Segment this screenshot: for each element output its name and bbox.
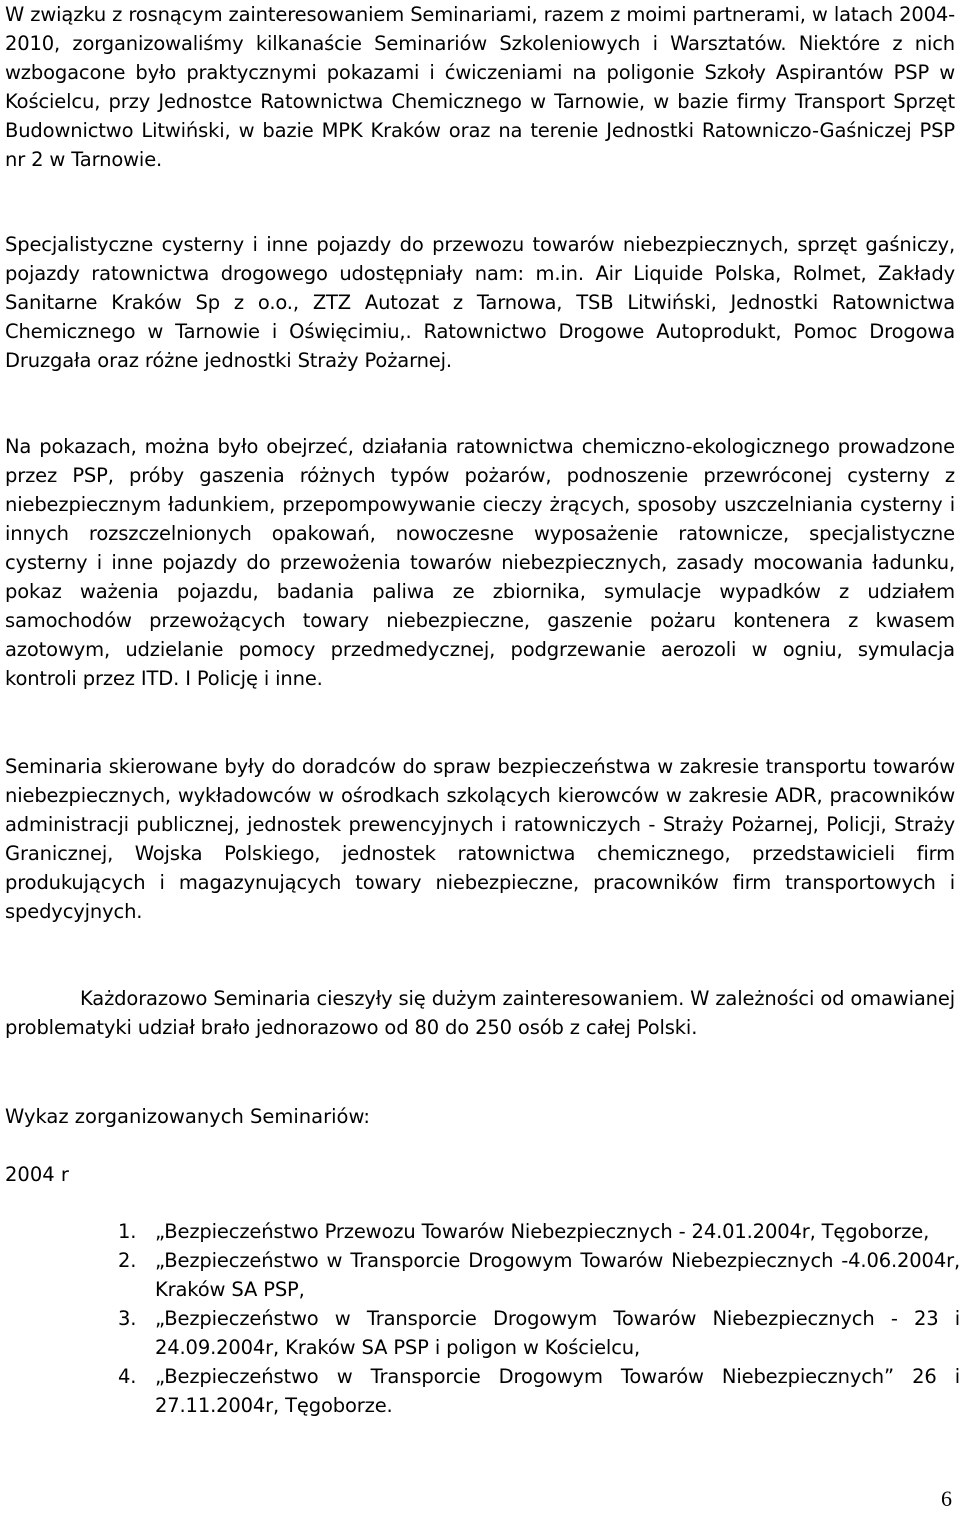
list-item-text: „Bezpieczeństwo w Transporcie Drogowym Towarów Niebezpiecznych - 23 i 24.09.2004r, Kraków SA PSP i poligon w Kościelcu, <box>155 1307 960 1359</box>
list-item-text: „Bezpieczeństwo w Transporcie Drogowym Towarów Niebezpiecznych -4.06.2004r, Kraków SA PSP, <box>155 1249 960 1301</box>
list-item-number: 4. <box>118 1365 137 1388</box>
list-item-text: „Bezpieczeństwo Przewozu Towarów Niebezpiecznych - 24.01.2004r, Tęgoborze, <box>155 1220 930 1243</box>
intro-paragraph: W związku z rosnącym zainteresowaniem Seminariami, razem z moimi partnerami, w latach 2004-2010, zorganizowaliśmy kilkanaście Seminariów Szkoleniowych i Warsztatów. Niektóre z nich wzbogacone było praktycznymi pokazami i ćwiczeniami na poligonie Szkoły Aspirantów PSP w Kościelcu, przy Jednostce Ratownictwa Chemicznego w Tarnowie, w bazie firmy Transport Sprzęt Budownictwo Litwiński, w bazie MPK Kraków oraz na terenie Jednostki Ratowniczo-Gaśniczej PSP nr 2 w Tarnowie. <box>5 3 955 171</box>
attendance-paragraph: Każdorazowo Seminaria cieszyły się dużym zainteresowaniem. W zależności od omawianej problematyki udział brało jednorazowo od 80 do 250 osób z całej Polski. <box>5 987 955 1039</box>
list-item-number: 3. <box>118 1307 137 1330</box>
list-item-number: 1. <box>118 1220 137 1243</box>
seminar-list <box>118 1217 960 1420</box>
year-heading: 2004 r <box>5 1163 69 1186</box>
demonstrations-paragraph: Na pokazach, można było obejrzeć, działania ratownictwa chemiczno-ekologicznego prowadzone przez PSP, próby gaszenia różnych typów pożarów, podnoszenie przewróconej cysterny z niebezpiecznym ładunkiem, przepompowywanie cieczy żrących, sposoby uszczelniania cysterny i innych rozszczelnionych opakowań, nowoczesne wyposażenie ratownicze, specjalistyczne cysterny i inne pojazdy do przewożenia towarów niebezpiecznych, zasady mocowania ładunku, pokaz ważenia pojazdu, badania paliwa ze zbiornika, symulacje wypadków z udziałem samochodów przewożących towary niebezpieczne, gaszenie pożaru kontenera z kwasem azotowym, udzielanie pomocy przedmedycznej, podgrzewanie aerozoli w ogniu, symulacja kontroli przez ITD. I Policję i inne. <box>5 435 955 690</box>
list-item-number: 2. <box>118 1249 137 1272</box>
list-item <box>118 1246 960 1304</box>
list-item <box>118 1362 960 1420</box>
list-item <box>118 1304 960 1362</box>
vehicles-paragraph: Specjalistyczne cysterny i inne pojazdy do przewozu towarów niebezpiecznych, sprzęt gaśniczy, pojazdy ratownictwa drogowego udostępniały nam: m.in. Air Liquide Polska, Rolmet, Zakłady Sanitarne Kraków Sp z o.o., ZTZ Autozat z Tarnowa, TSB Litwiński, Jednostki Ratownictwa Chemicznego w Tarnowie i Oświęcimiu,. Ratownictwo Drogowe Autoprodukt, Pomoc Drogowa Druzgała oraz różne jednostki Straży Pożarnej. <box>5 233 955 372</box>
audience-paragraph: Seminaria skierowane były do doradców do spraw bezpieczeństwa w zakresie transportu towarów niebezpiecznych, wykładowców w ośrodkach szkolących kierowców w zakresie ADR, pracowników administracji publicznej, jednostek prewencyjnych i ratowniczych - Straży Pożarnej, Policji, Straży Granicznej, Wojska Polskiego, jednostek ratownictwa chemicznego, przedstawicieli firm produkujących i magazynujących towary niebezpieczne, pracowników firm transportowych i spedycyjnych. <box>5 755 955 923</box>
list-heading: Wykaz zorganizowanych Seminariów: <box>5 1105 370 1128</box>
page-number: 6 <box>941 1486 952 1511</box>
list-item-text: „Bezpieczeństwo w Transporcie Drogowym Towarów Niebezpiecznych” 26 i 27.11.2004r, Tęgoborze. <box>155 1365 960 1417</box>
list-item <box>118 1217 960 1246</box>
